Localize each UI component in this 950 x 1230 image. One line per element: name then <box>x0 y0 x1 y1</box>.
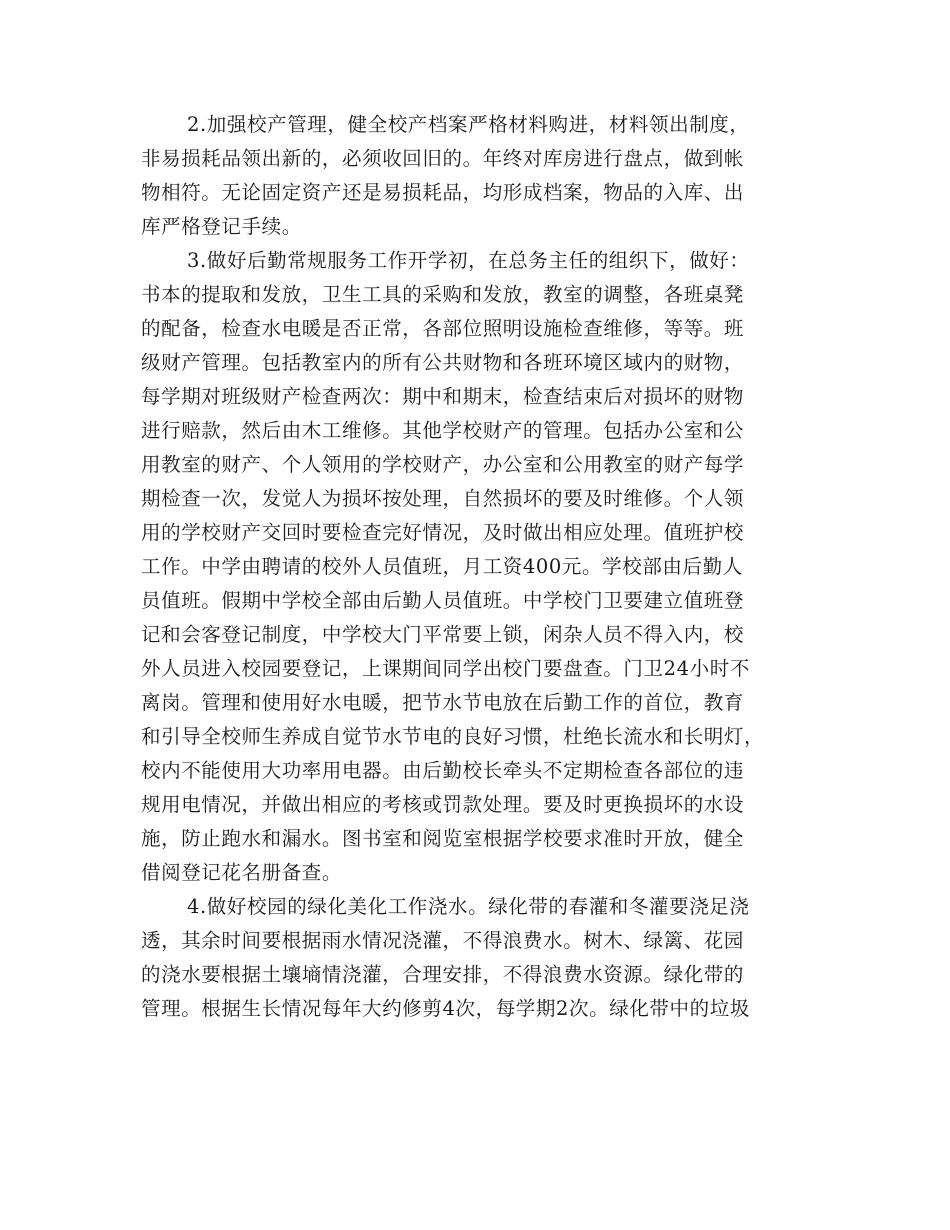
paragraph-4-line-1: 4.做好校园的绿化美化工作浇水。绿化带的春灌和冬灌要浇足浇 <box>187 895 750 918</box>
paragraph-3-line-13: 外人员进入校园要登记，上课期间同学出校门要盘查。门卫24小时不 <box>141 657 750 680</box>
paragraph-3-line-2: 书本的提取和发放，卫生工具的采购和发放，教室的调整，各班桌凳 <box>141 283 745 306</box>
paragraph-3-line-4: 级财产管理。包括教室内的所有公共财物和各班环境区域内的财物， <box>141 351 745 374</box>
paragraph-4-line-4: 管理。根据生长情况每年大约修剪4次，每学期2次。绿化带中的垃圾 <box>141 997 750 1020</box>
paragraph-3-line-6: 进行赔款，然后由木工维修。其他学校财产的管理。包括办公室和公 <box>141 419 745 442</box>
paragraph-3-line-10: 工作。中学由聘请的校外人员值班，月工资400元。学校部由后勤人 <box>141 555 743 578</box>
paragraph-3-line-15: 和引导全校师生养成自觉节水节电的良好习惯，杜绝长流水和长明灯， <box>141 725 765 748</box>
paragraph-4-line-2: 透，其余时间要根据雨水情况浇灌，不得浪费水。树木、绿篱、花园 <box>141 929 745 952</box>
paragraph-2-line-1: 2.加强校产管理，健全校产档案严格材料购进，材料领出制度， <box>187 113 750 136</box>
paragraph-3-line-1: 3.做好后勤常规服务工作开学初，在总务主任的组织下，做好： <box>187 249 750 272</box>
paragraph-3-line-3: 的配备，检查水电暖是否正常，各部位照明设施检查维修，等等。班 <box>141 317 745 340</box>
paragraph-3-line-7: 用教室的财产、个人领用的学校财产，办公室和公用教室的财产每学 <box>141 453 745 476</box>
paragraph-4-line-3: 的浇水要根据土壤墒情浇灌，合理安排，不得浪费水资源。绿化带的 <box>141 963 745 986</box>
paragraph-3-line-5: 每学期对班级财产检查两次：期中和期末，检查结束后对损坏的财物 <box>141 385 745 408</box>
paragraph-3-line-9: 用的学校财产交回时要检查完好情况，及时做出相应处理。值班护校 <box>141 521 745 544</box>
paragraph-3-line-12: 记和会客登记制度，中学校大门平常要上锁，闲杂人员不得入内，校 <box>141 623 745 646</box>
paragraph-3-line-14: 离岗。管理和使用好水电暖，把节水节电放在后勤工作的首位，教育 <box>141 691 745 714</box>
paragraph-3-line-18: 施，防止跑水和漏水。图书室和阅览室根据学校要求准时开放，健全 <box>141 827 745 850</box>
paragraph-3-line-8: 期检查一次，发觉人为损坏按处理，自然损坏的要及时维修。个人领 <box>141 487 745 510</box>
paragraph-3-line-19: 借阅登记花名册备查。 <box>141 861 343 884</box>
paragraph-2-line-2: 非易损耗品领出新的，必须收回旧的。年终对库房进行盘点，做到帐 <box>141 147 745 170</box>
paragraph-2-line-4: 库严格登记手续。 <box>141 215 302 238</box>
paragraph-3-line-17: 规用电情况，并做出相应的考核或罚款处理。要及时更换损坏的水设 <box>141 793 745 816</box>
paragraph-2-line-3: 物相符。无论固定资产还是易损耗品，均形成档案，物品的入库、出 <box>141 181 745 204</box>
paragraph-3-line-16: 校内不能使用大功率用电器。由后勤校长牵头不定期检查各部位的违 <box>141 759 745 782</box>
paragraph-3-line-11: 员值班。假期中学校全部由后勤人员值班。中学校门卫要建立值班登 <box>141 589 745 612</box>
